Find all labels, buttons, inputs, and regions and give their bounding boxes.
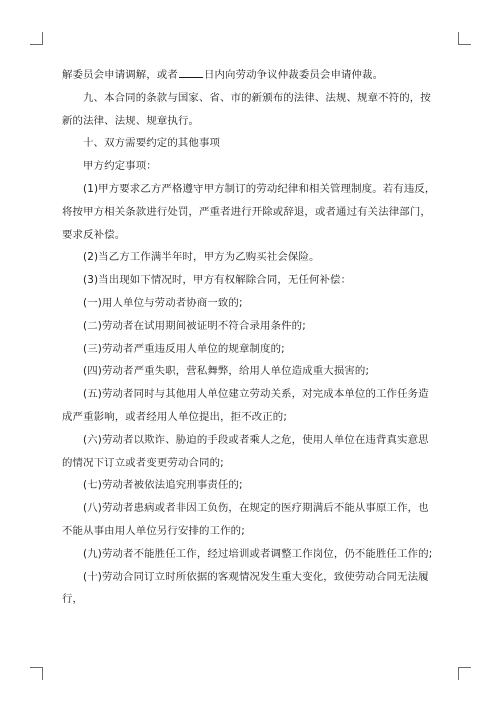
- condition-3: (三)劳动者严重违反用人单位的规章制度的;: [83, 342, 285, 355]
- condition-8: (八)劳动者患病或者非因工负伤，在规定的医疗期满后不能从事原工作，也不能从事由用人单位另行安排的工作的;: [62, 502, 429, 537]
- condition-9: (九)劳动者不能胜任工作，经过培训或者调整工作岗位，仍不能胜任工作的;: [83, 547, 433, 560]
- condition-10: (十)劳动合同订立时所依据的客观情况发生重大变化，致使劳动合同无法履行，: [62, 570, 429, 606]
- condition-1: (一)用人单位与劳动者协商一致的;: [83, 296, 243, 309]
- condition-4: (四)劳动者严重失职，营私舞弊，给用人单位造成重大损害的;: [83, 365, 370, 378]
- arbitration-text-after: 日内向劳动争议仲裁委员会申请仲裁。: [203, 69, 384, 81]
- term-2: (2)当乙方工作满半年时，甲方为乙购买社会保险。: [83, 251, 320, 264]
- document-body: [62, 64, 439, 611]
- term-3: (3)当出现如下情况时，甲方有权解除合同，无任何补偿：: [83, 274, 352, 287]
- paragraph-arbitration: [62, 64, 439, 87]
- condition-2: (二)劳动者在试用期间被证明不符合录用条件的;: [83, 319, 306, 332]
- clause-nine: 九、本合同的条款与国家、省、市的新颁布的法律、法规、规章不符的，按新的法律、法规、规章执行。: [62, 91, 431, 127]
- condition-6: (六)劳动者以欺诈、胁迫的手段或者乘人之危，使用人单位在违背真实意思的情况下订立或者变更劳动合同的;: [62, 433, 429, 469]
- party-a-terms-heading: 甲方约定事项：: [83, 160, 157, 173]
- crop-mark-bottom-left: [30, 667, 43, 680]
- arbitration-text-before: 解委员会申请调解，或者: [62, 69, 178, 81]
- crop-mark-top-left: [30, 32, 43, 45]
- crop-mark-bottom-right: [458, 667, 471, 680]
- term-1: (1)甲方要求乙方严格遵守甲方制订的劳动纪律和相关管理制度。若有违反，将按甲方相关条款进行处罚，严重者进行开除或辞退，或者通过有关法律部门，要求反补偿。: [62, 182, 436, 241]
- crop-mark-top-right: [458, 32, 471, 45]
- condition-7: (七)劳动者被依法追究刑事责任的;: [83, 479, 243, 492]
- clause-ten-heading: 十、双方需要约定的其他事项: [83, 137, 221, 150]
- condition-5: (五)劳动者同时与其他用人单位建立劳动关系，对完成本单位的工作任务造成严重影响，或者经用人单位提出，拒不改正的;: [62, 388, 429, 423]
- fill-in-blank: [179, 66, 203, 78]
